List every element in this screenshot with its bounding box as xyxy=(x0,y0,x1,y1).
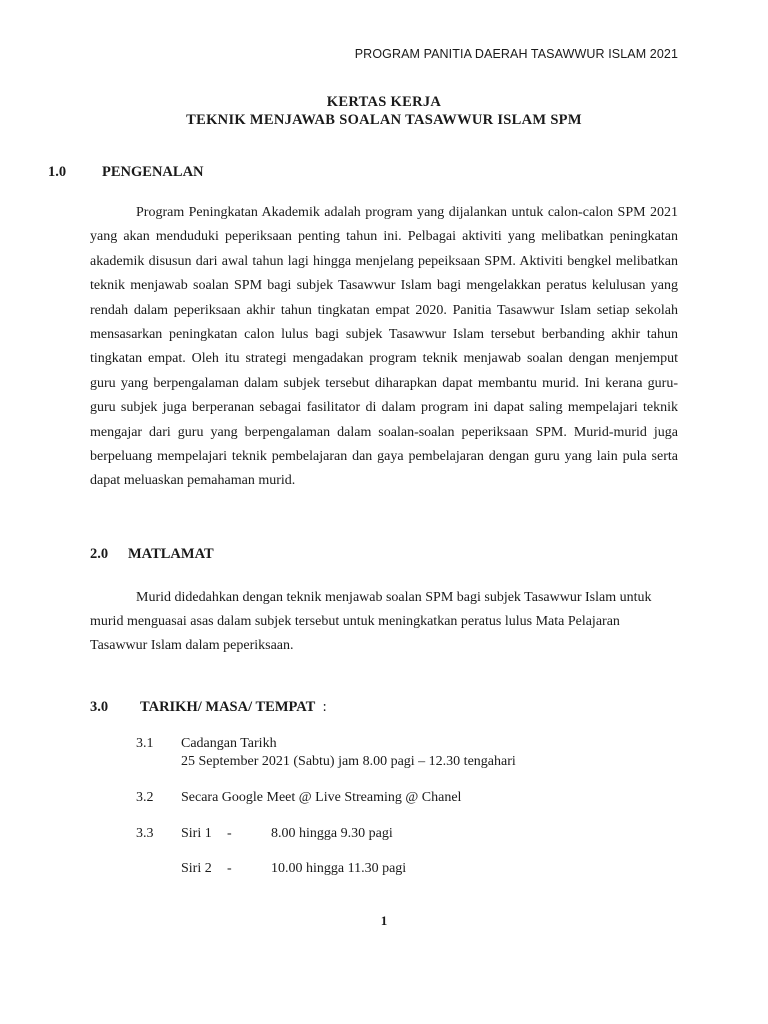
siri-2-dash: - xyxy=(227,861,232,876)
siri-2-time: 10.00 hingga 11.30 pagi xyxy=(271,861,407,876)
page-header: PROGRAM PANITIA DAERAH TASAWWUR ISLAM 2021 xyxy=(354,47,678,61)
item-3-1-detail: 25 September 2021 (Sabtu) jam 8.00 pagi – 12.30 tengahari xyxy=(181,754,516,769)
item-3-3-number: 3.3 xyxy=(136,826,154,841)
section-3-title-text: TARIKH/ MASA/ TEMPAT xyxy=(140,699,316,715)
siri-1-dash: - xyxy=(227,826,232,841)
item-3-1-label: Cadangan Tarikh xyxy=(181,736,277,751)
siri-1-time: 8.00 hingga 9.30 pagi xyxy=(271,826,393,841)
section-3-title xyxy=(140,699,327,716)
section-3-colon: : xyxy=(322,699,327,715)
item-3-1-number: 3.1 xyxy=(136,736,154,751)
siri-1-label: Siri 1 xyxy=(181,826,212,841)
document-subtitle: TEKNIK MENJAWAB SOALAN TASAWWUR ISLAM SPM xyxy=(186,112,582,128)
siri-2-label: Siri 2 xyxy=(181,861,212,876)
document-title: KERTAS KERJA xyxy=(326,94,442,110)
section-1-paragraph: Program Peningkatan Akademik adalah program yang dijalankan untuk calon-calon SPM 2021 yang akan menduduki peperiksaan penting tahun ini. Pelbagai aktiviti yang melibatkan peningkatan akademik disusun dari awal tahun lagi hingga menjelang pepeiksaan SPM. Aktiviti bengkel melibatkan teknik menjawab soalan SPM bagi subjek Tasawwur Islam bagi mengelakkan peratus kelulusan yang rendah dalam peperiksaan akhir tahun tingkatan empat 2020. Panitia Tasawwur Islam setiap sekolah mensasarkan peningkatan calon lulus bagi subjek Tasawwur Islam tersebut berbanding akhir tahun tingkatan empat. Oleh itu strategi mengadakan program teknik menjawab soalan dengan menjemput guru yang berpengalaman dalam subjek tersebut diharapkan dapat membantu murid. Ini kerana guru-guru subjek juga berperanan sebagai fasilitator di dalam program ini dapat saling mempelajari teknik mengajar dari guru yang berpengalaman dalam soalan-soalan peperiksaan SPM. Murid-murid juga berpeluang mempelajari teknik pembelajaran dan gaya pembelajaran dengan guru yang lain pula serta dapat meluaskan pemahaman murid. xyxy=(90,205,678,489)
section-2-number: 2.0 xyxy=(90,546,109,562)
section-3-number: 3.0 xyxy=(90,699,109,715)
section-1-title: PENGENALAN xyxy=(102,164,204,180)
section-1-number: 1.0 xyxy=(48,164,67,180)
item-3-2-number: 3.2 xyxy=(136,790,154,805)
item-3-2-label: Secara Google Meet @ Live Streaming @ Chanel xyxy=(181,790,462,805)
section-2-title: MATLAMAT xyxy=(128,546,214,562)
page-number: 1 xyxy=(380,913,388,928)
section-2-paragraph: Murid didedahkan dengan teknik menjawab soalan SPM bagi subjek Tasawwur Islam untuk murid menguasai asas dalam subjek tersebut untuk meningkatkan peratus lulus Mata Pelajaran Tasawwur Islam dalam peperiksaan. xyxy=(90,590,652,654)
